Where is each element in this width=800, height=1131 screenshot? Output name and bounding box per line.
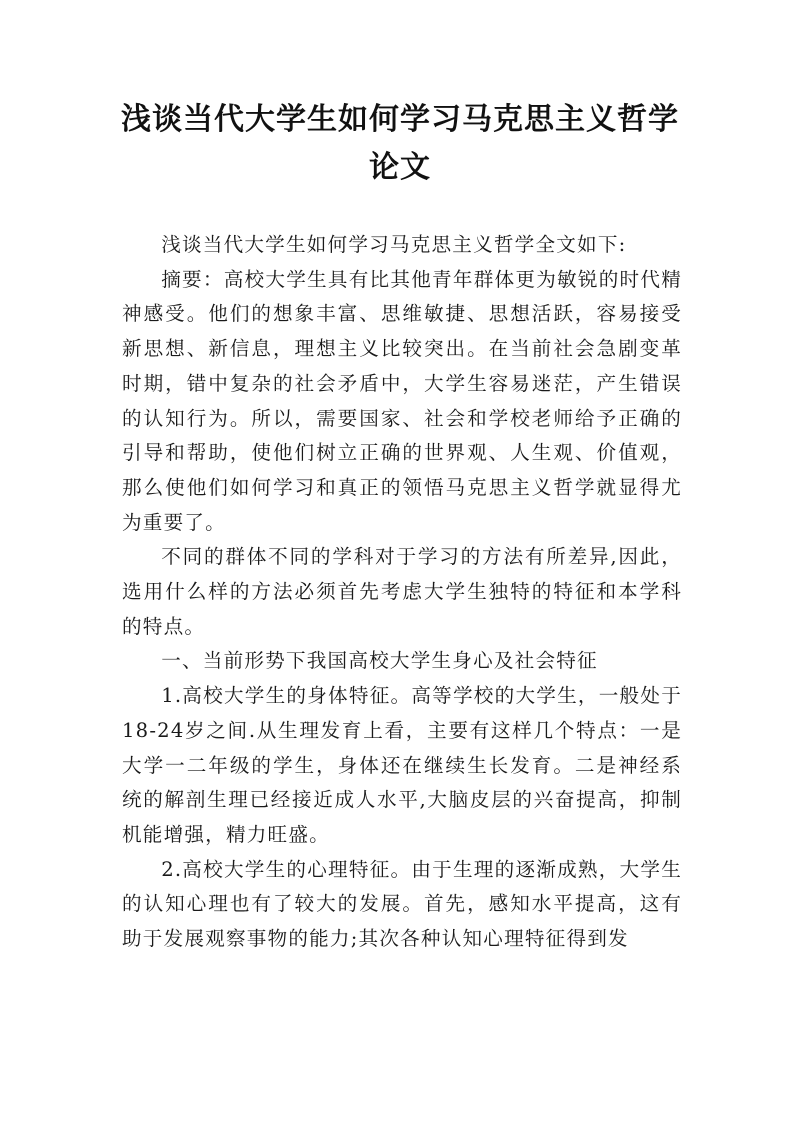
section-heading: 一、当前形势下我国高校大学生身心及社会特征 (161, 649, 598, 673)
physical-features-paragraph: 1.高校大学生的身体特征。高等学校的大学生，一般处于18-24岁之间.从生理发育上看，主要有这样几个特点：一是大学一二年级的学生，身体还在继续生长发育。二是神经系统的解剖生理已经接近成人水平,大脑皮层的兴奋提高，抑制机能增强，精力旺盛。 (122, 684, 682, 846)
intro-paragraph: 浅谈当代大学生如何学习马克思主义哲学全文如下: (161, 233, 627, 256)
document-body (122, 228, 682, 957)
title-line-1: 浅谈当代大学生如何学习马克思主义哲学 (121, 102, 679, 137)
psychological-features-paragraph: 2.高校大学生的心理特征。由于生理的逐渐成熟，大学生的认知心理也有了较大的发展。首先，感知水平提高，这有助于发展观察事物的能力;其次各种认知心理特征得到发 (122, 857, 682, 951)
document-title (100, 96, 700, 192)
method-paragraph: 不同的群体不同的学科对于学习的方法有所差异,因此，选用什么样的方法必须首先考虑大学生独特的特征和本学科的特点。 (122, 545, 682, 638)
title-line-2: 论文 (369, 150, 431, 185)
abstract-paragraph: 摘要：高校大学生具有比其他青年群体更为敏锐的时代精神感受。他们的想象丰富、思维敏捷、思想活跃，容易接受新思想、新信息，理想主义比较突出。在当前社会急剧变革时期，错中复杂的社会矛盾中，大学生容易迷茫，产生错误的认知行为。所以，需要国家、社会和学校老师给予正确的引导和帮助，使他们树立正确的世界观、人生观、价值观，那么使他们如何学习和真正的领悟马克思主义哲学就显得尤为重要了。 (122, 267, 682, 534)
